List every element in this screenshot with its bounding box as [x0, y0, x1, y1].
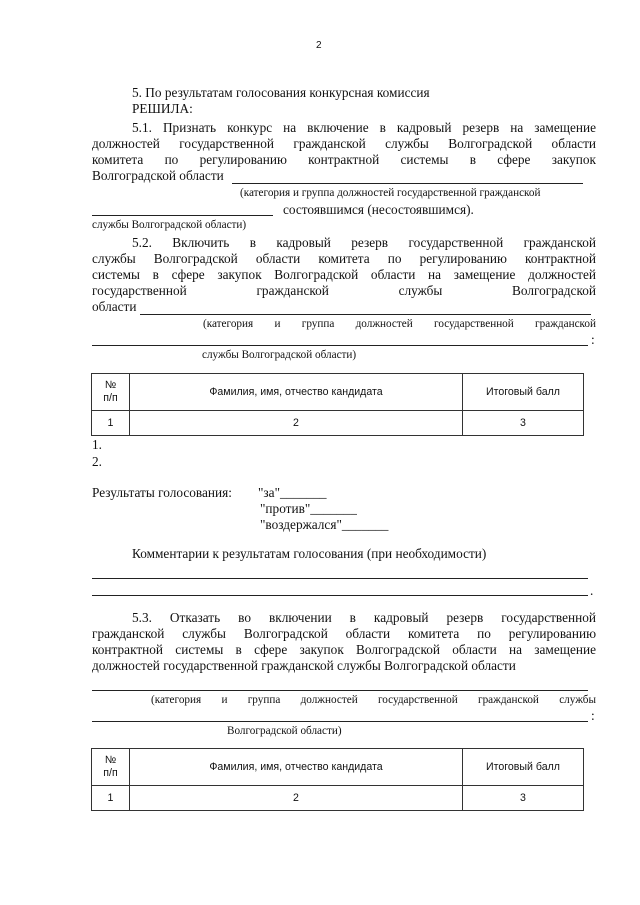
p51-status: состоявшимся (несостоявшимся). [283, 202, 474, 217]
table-row [92, 786, 584, 811]
p51-caption-a: (категория и группа должностей государственной гражданской [240, 187, 541, 199]
p52-caption-a: (категория и группа должностей государственной гражданской [203, 318, 596, 330]
header-score: Итоговый балл [463, 749, 584, 786]
candidates-table-include [91, 373, 584, 436]
p52-line4: государственной гражданской службы Волгоградской [92, 283, 596, 298]
p51-fill-line-2 [92, 215, 273, 216]
table-header-row [92, 374, 584, 411]
table-header-row [92, 749, 584, 786]
list-item: 1. [92, 437, 102, 452]
p51-line4: Волгоградской области [92, 168, 224, 183]
p53-fill-line [92, 690, 588, 691]
p53-caption-b: Волгоградской области) [227, 725, 342, 737]
header-num: № п/п [92, 374, 130, 411]
header-name: Фамилия, имя, отчество кандидата [130, 374, 463, 411]
header-num: № п/п [92, 749, 130, 786]
section-heading: 5. По результатам голосования конкурсная комиссия [132, 85, 430, 100]
p52-line3: системы в сфере закупок Волгоградской области на замещение должностей [92, 267, 596, 282]
p53-line3: контрактной системы в сфере закупок Волгоградской области на замещение [92, 642, 596, 657]
header-name: Фамилия, имя, отчество кандидата [130, 749, 463, 786]
p51-fill-line [232, 183, 583, 184]
p53-line1: 5.3. Отказать во включении в кадровый резерв государственной [132, 610, 596, 625]
comments-label: Комментарии к результатам голосования (при необходимости) [132, 546, 487, 561]
comments-line-2 [92, 595, 588, 596]
candidates-table-refuse [91, 748, 584, 811]
vote-against: "против"_______ [260, 501, 357, 516]
p52-line1: 5.2. Включить в кадровый резерв государственной гражданской [132, 235, 596, 250]
p53-line4: должностей государственной гражданской службы Волгоградской области [92, 658, 516, 673]
p52-caption-b: службы Волгоградской области) [202, 349, 357, 361]
cell-col3: 3 [463, 786, 584, 811]
p51-line3: комитета по регулированию контрактной системы в сфере закупок [92, 152, 596, 167]
table-row [92, 411, 584, 436]
voting-label: Результаты голосования: [92, 485, 232, 500]
decision-label: РЕШИЛА: [132, 101, 193, 116]
header-score: Итоговый балл [463, 374, 584, 411]
cell-col3: 3 [463, 411, 584, 436]
p52-line2: службы Волгоградской области комитета по регулированию контрактной [92, 251, 596, 266]
vote-abstain: "воздержался"_______ [260, 517, 389, 532]
p52-fill-line [140, 314, 591, 315]
p52-colon: : [591, 332, 595, 347]
p51-line2: должностей государственной гражданской службы Волгоградской области [92, 136, 596, 151]
cell-col1: 1 [92, 411, 130, 436]
comments-end: . [590, 583, 594, 598]
p53-line2: гражданской службы Волгоградской области комитета по регулированию [92, 626, 596, 641]
p53-fill-line-2 [92, 721, 588, 722]
cell-col2: 2 [130, 411, 463, 436]
comments-line-1 [92, 578, 588, 579]
vote-for: "за"_______ [258, 485, 327, 500]
p52-line5: области [92, 299, 137, 314]
cell-col2: 2 [130, 786, 463, 811]
p53-colon: : [591, 708, 595, 723]
p51-caption-b: службы Волгоградской области) [92, 219, 247, 231]
p53-caption-a: (категория и группа должностей государственной гражданской службы [151, 694, 596, 706]
list-item: 2. [92, 454, 102, 469]
p51-line1: 5.1. Признать конкурс на включение в кадровый резерв на замещение [132, 120, 596, 135]
page-number: 2 [316, 40, 322, 51]
p52-fill-line-2 [92, 345, 588, 346]
cell-col1: 1 [92, 786, 130, 811]
